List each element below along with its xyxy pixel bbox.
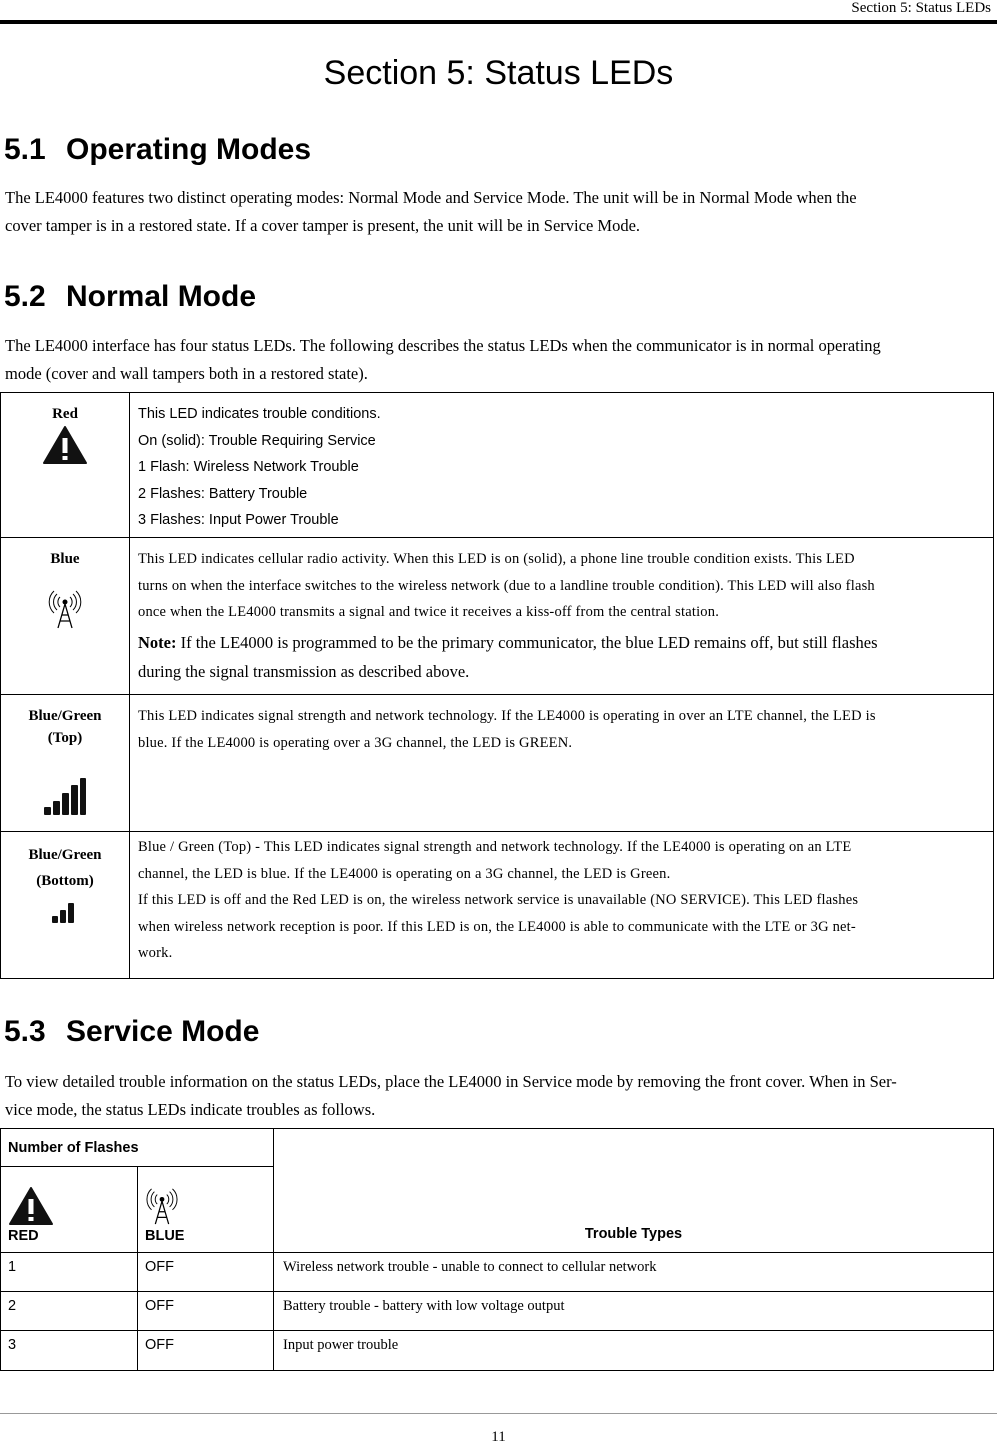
- heading-text: Operating Modes: [66, 133, 312, 166]
- desc-line: Blue / Green (Top) - This LED indicates signal strength and network technology. If the LE4000 is operating on an LTE: [138, 839, 852, 855]
- led-label-cell: [1, 695, 130, 832]
- desc-line: 3 Flashes: Input Power Trouble: [138, 512, 339, 528]
- desc-line: 2 Flashes: Battery Trouble: [138, 485, 308, 502]
- led-desc-blue: [130, 538, 994, 695]
- blue-state: OFF: [138, 1331, 274, 1371]
- led-label-bg-bottom: Blue/Green: [28, 847, 102, 863]
- red-flash-count: 3: [1, 1331, 138, 1371]
- desc-line: once when the LE4000 transmits a signal and twice it receives a kiss-off from the central station.: [138, 604, 720, 620]
- desc-line: This LED indicates signal strength and network technology. If the LE4000 is operating in over an LTE channel, the LED is: [138, 708, 876, 724]
- desc-line: This LED indicates trouble conditions.: [138, 406, 381, 422]
- heading-5-3: [4, 1015, 259, 1049]
- service-mode-table: [0, 1128, 994, 1371]
- table-header-row: [1, 1129, 994, 1167]
- table-row: [1, 1253, 994, 1292]
- table-row: [1, 393, 994, 538]
- heading-5-2: [4, 280, 256, 314]
- signal-bars-icon: [43, 777, 87, 817]
- red-flash-count: 1: [1, 1253, 138, 1292]
- red-flash-count: 2: [1, 1292, 138, 1331]
- signal-bars-small-icon: [51, 898, 79, 924]
- led-label-cell: [1, 832, 130, 979]
- led-desc-bg-bottom: [130, 832, 994, 979]
- heading-text: Service Mode: [66, 1015, 260, 1048]
- trouble-types-header: Trouble Types: [274, 1129, 994, 1253]
- desc-line: If this LED is off and the Red LED is on, the wireless network service is unavailable (NO SERVICE). This LED flashes: [138, 892, 859, 908]
- heading-5-1: [4, 133, 311, 167]
- desc-line: when wireless network reception is poor. If this LED is on, the LE4000 is able to communicate with the LTE or 3G net-: [138, 918, 856, 935]
- blue-label: BLUE: [145, 1228, 185, 1244]
- note-text: If the LE4000 is programmed to be the primary communicator, the blue LED remains off, but still flashes: [180, 632, 878, 652]
- red-label: RED: [8, 1228, 39, 1244]
- trouble-type: Wireless network trouble - unable to connect to cellular network: [274, 1253, 994, 1292]
- paragraph-line: To view detailed trouble information on the status LEDs, place the LE4000 in Service mode by removing the front cover. When in Ser-: [5, 1072, 897, 1091]
- paragraph-line: vice mode, the status LEDs indicate troubles as follows.: [5, 1100, 376, 1119]
- led-desc-red: [130, 393, 994, 538]
- led-label-blue: Blue: [50, 551, 80, 567]
- desc-line: 1 Flash: Wireless Network Trouble: [138, 459, 359, 475]
- warning-triangle-icon: [42, 425, 88, 465]
- desc-line: turns on when the interface switches to the wireless network (due to a landline trouble condition). This LED will also flash: [138, 577, 875, 594]
- led-label-cell: [1, 393, 130, 538]
- heading-text: Normal Mode: [66, 280, 257, 313]
- footer-rule: [0, 1413, 997, 1414]
- paragraph-line: The LE4000 interface has four status LEDs. The following describes the status LEDs when the communicator is in normal operating: [5, 336, 881, 355]
- header-rule: [0, 20, 997, 24]
- led-label-bg-top-position: (Top): [47, 730, 83, 746]
- desc-line: On (solid): Trouble Requiring Service: [138, 432, 376, 449]
- table-row: [1, 1292, 994, 1331]
- led-desc-blue-text: [138, 546, 985, 626]
- warning-triangle-icon: [8, 1186, 54, 1226]
- paragraph-line: The LE4000 features two distinct operating modes: Normal Mode and Service Mode. The unit will be in Normal Mode when the: [5, 188, 857, 207]
- table-row: [1, 538, 994, 695]
- page-number: 11: [491, 1429, 506, 1445]
- note-label: Note:: [138, 632, 177, 652]
- blue-column-header: [138, 1167, 274, 1253]
- paragraph-line: cover tamper is in a restored state. If a cover tamper is present, the unit will be in Service Mode.: [5, 216, 641, 235]
- paragraph-5-3: [5, 1068, 990, 1124]
- blue-state: OFF: [138, 1292, 274, 1331]
- blue-state: OFF: [138, 1253, 274, 1292]
- table-row: [1, 1331, 994, 1371]
- led-label-red: Red: [52, 406, 78, 422]
- paragraph-line: mode (cover and wall tampers both in a restored state).: [5, 364, 368, 383]
- running-header: Section 5: Status LEDs: [851, 0, 991, 16]
- paragraph-5-2: [5, 332, 990, 388]
- desc-line: blue. If the LE4000 is operating over a 3G channel, the LED is GREEN.: [138, 734, 573, 751]
- led-label-bg-bottom-position: (Bottom): [36, 873, 94, 889]
- radio-tower-icon: [48, 588, 82, 630]
- radio-tower-icon: [145, 1186, 179, 1226]
- desc-line: work.: [138, 945, 173, 961]
- note-line: during the signal transmission as described above.: [138, 661, 470, 681]
- heading-number: 5.1: [4, 133, 46, 166]
- number-of-flashes-header: Number of Flashes: [1, 1129, 274, 1167]
- status-led-table: [0, 392, 994, 979]
- trouble-type: Input power trouble: [274, 1331, 994, 1371]
- paragraph-5-1: [5, 184, 990, 240]
- desc-line: channel, the LED is blue. If the LE4000 is operating on a 3G channel, the LED is Green.: [138, 865, 671, 882]
- trouble-type: Battery trouble - battery with low voltage output: [274, 1292, 994, 1331]
- heading-number: 5.2: [4, 280, 46, 313]
- heading-number: 5.3: [4, 1015, 46, 1048]
- led-label-cell: [1, 538, 130, 695]
- led-desc-bg-top: [130, 695, 994, 832]
- section-title: Section 5: Status LEDs: [323, 54, 674, 92]
- red-column-header: [1, 1167, 138, 1253]
- desc-line: This LED indicates cellular radio activity. When this LED is on (solid), a phone line trouble condition exists. This LED: [138, 551, 855, 567]
- table-row: [1, 695, 994, 832]
- note-line: [138, 628, 985, 657]
- note-block: [138, 628, 985, 686]
- led-label-bg-top: Blue/Green: [28, 708, 102, 724]
- table-row: [1, 832, 994, 979]
